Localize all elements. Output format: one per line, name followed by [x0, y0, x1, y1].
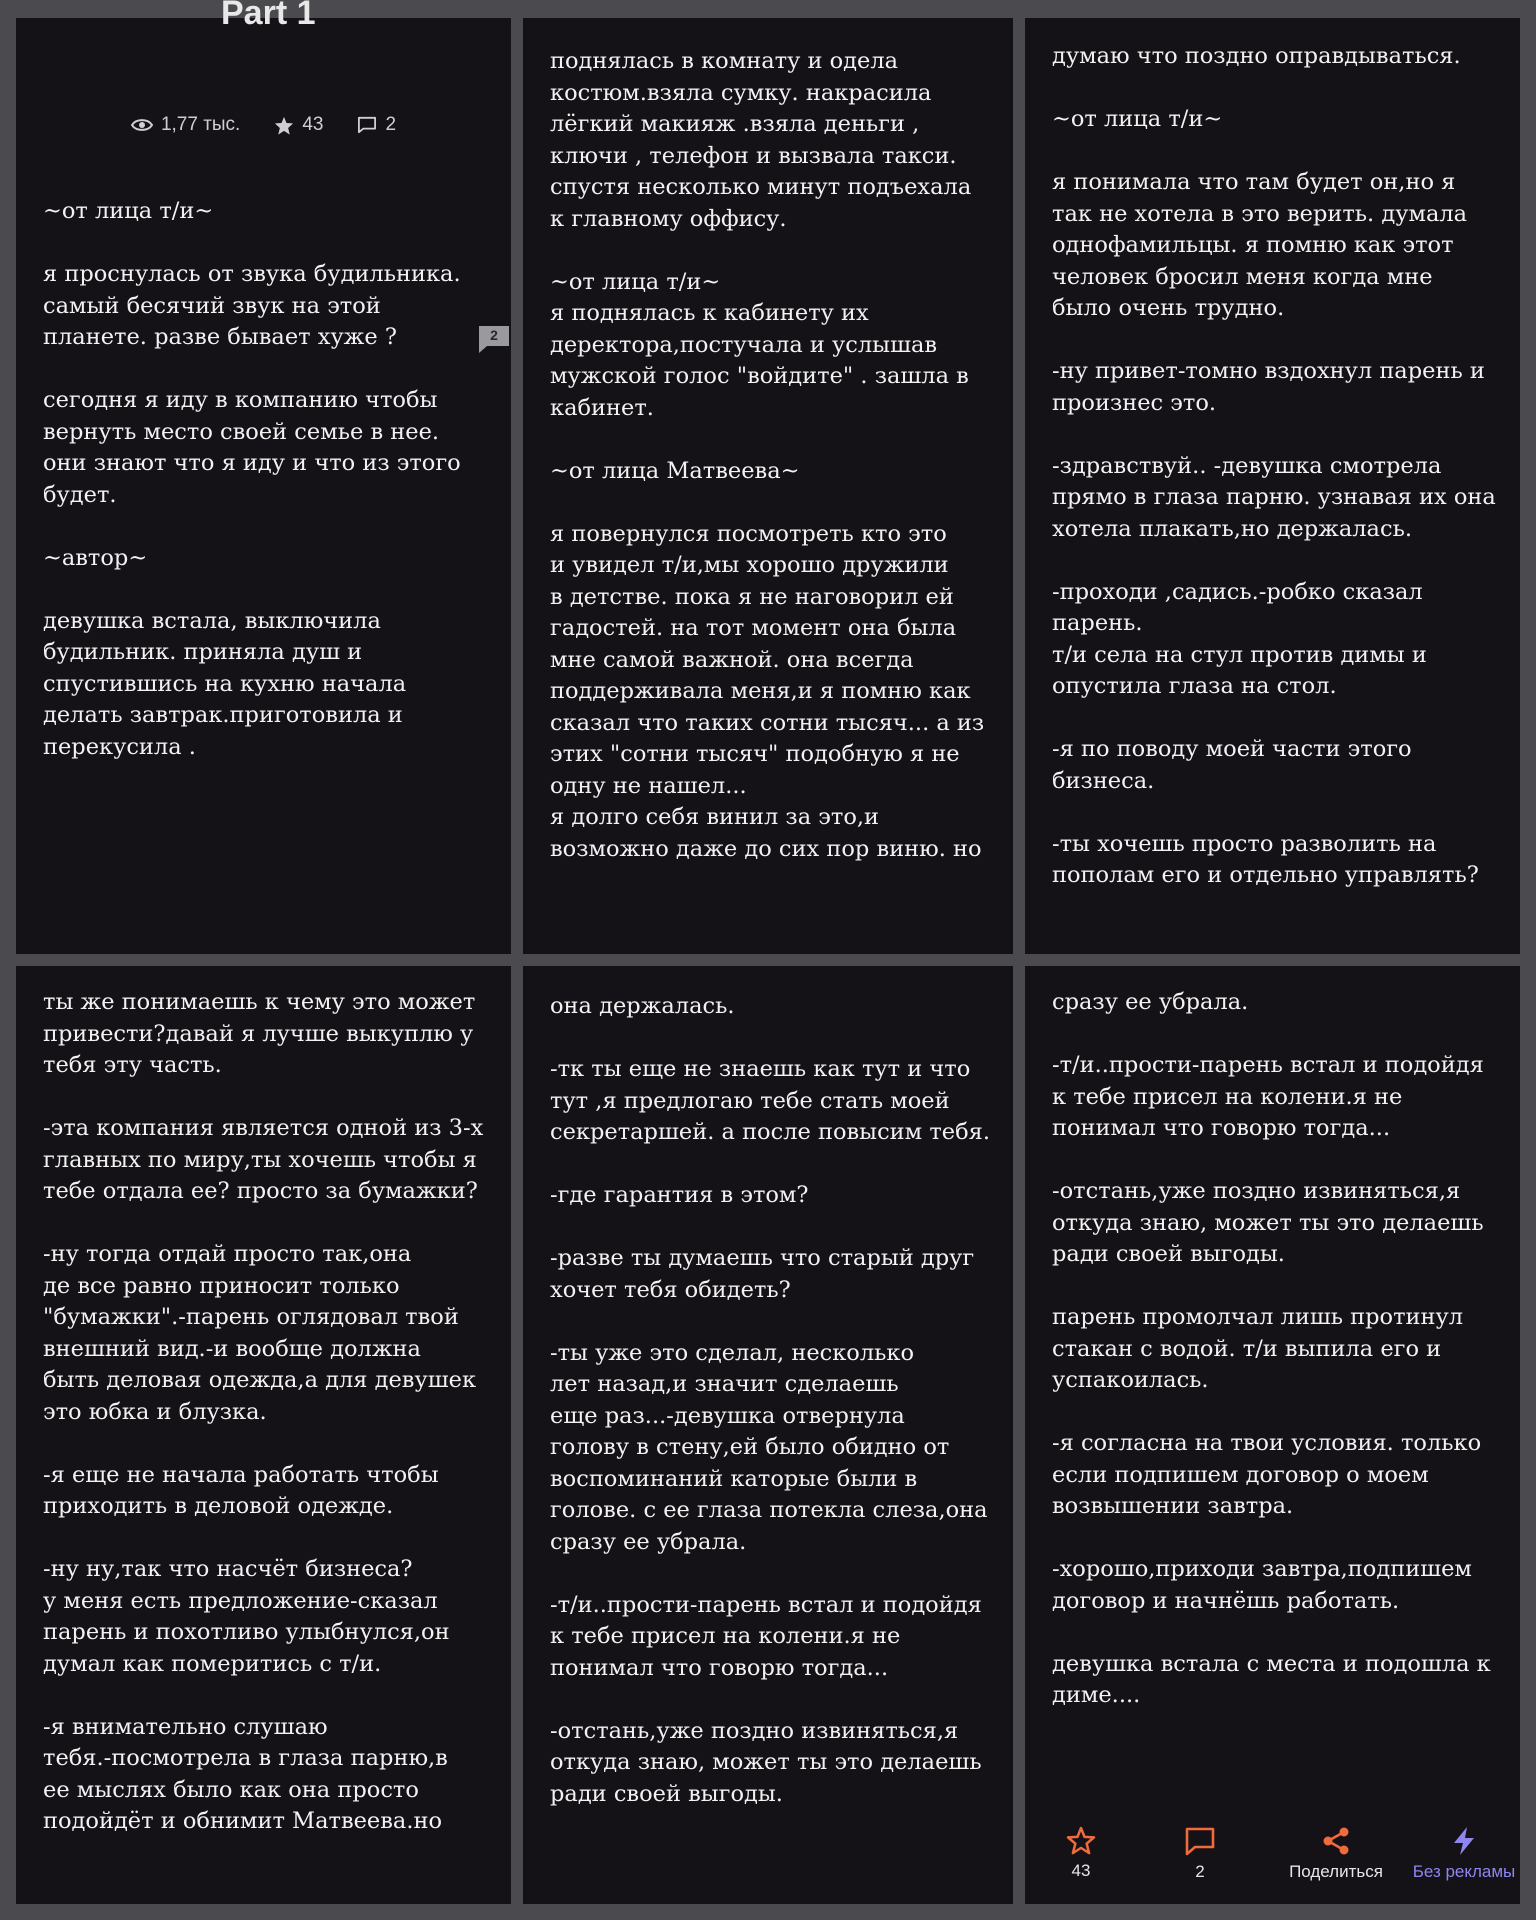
paragraph: ~автор~ — [43, 544, 148, 571]
story-text-5 — [550, 991, 993, 1842]
story-text-2 — [550, 46, 993, 897]
paragraph: думаю что поздно оправдываться. — [1052, 43, 1461, 69]
comment-icon — [357, 116, 377, 134]
paragraph: -где гарантия в этом? — [550, 1182, 809, 1208]
paragraph: девушка встала с места и подошла к диме.... — [1052, 1650, 1491, 1708]
inline-comment-count: 2 — [490, 327, 498, 343]
paragraph: ~от лица т/и~ — [43, 198, 214, 224]
page-panel-5[interactable] — [523, 966, 1013, 1904]
paragraph: девушка встала, выключила будильник. приняла душ и спустившись на кухню начала делать завтрак.приготовила и перекусила . — [43, 607, 407, 760]
stars-stat — [274, 114, 323, 136]
paragraph: -ты хочешь просто разволить на пополам его и отдельно управлять? — [1052, 830, 1479, 888]
comment-button[interactable] — [1180, 1826, 1220, 1882]
views-count: 1,77 тыс. — [160, 114, 241, 135]
paragraph: я понимала что там будет он,но я так не хотела в это верить. думала однофамильцы. я помню как этот человек бросил меня когда мне было очень трудно. — [1052, 169, 1468, 321]
story-stats — [16, 114, 511, 136]
paragraph: -проходи ,садись.-робко сказал парень. т/и села на стул против димы и опустила глаза на стол. — [1052, 578, 1427, 699]
paragraph: -я еще не начала работать чтобы приходить в деловой одежде. — [43, 1461, 439, 1519]
paragraph: -я по поводу моей части этого бизнеса. — [1052, 736, 1412, 794]
paragraph: -тк ты еще не знаешь как тут и что тут ,я предлогаю тебе стать моей секретаршей. а после повысим тебя. — [550, 1056, 990, 1145]
paragraph: -т/и..прости-парень встал и подойдя к тебе присел на колени.я не понимал что говорю тогда... — [550, 1591, 982, 1681]
page-panel-2[interactable] — [523, 18, 1013, 954]
page-panel-3[interactable] — [1025, 18, 1520, 954]
paragraph: ~от лица т/и~ — [1052, 106, 1223, 132]
paragraph: -ну привет-томно вздохнул парень и произнес это. — [1052, 358, 1485, 416]
chapter-title: Part 1 — [221, 0, 316, 32]
views-stat — [131, 114, 240, 136]
star-button-count: 43 — [1071, 1861, 1091, 1880]
page-panel-1[interactable] — [16, 0, 511, 954]
stars-count: 43 — [302, 114, 324, 135]
paragraph: -эта компания является одной из 3-х главных по миру,ты хочешь чтобы я тебе отдала ее? просто за бумажки? — [43, 1115, 484, 1204]
paragraph: поднялась в комнату и одела костюм.взяла сумку. накрасила лёгкий макияж .взяла деньги , ключи , телефон и вызвала такси. спустя несколько минут подъехала к главному оффису. — [550, 48, 972, 232]
paragraph: ты же понимаешь к чему это может привести?давай я лучше выкуплю у тебя эту часть. — [43, 989, 476, 1078]
paragraph: ~от лица Матвеева~ — [550, 457, 800, 484]
reader-action-bar — [1025, 1804, 1520, 1904]
paragraph: сразу ее убрала. — [1052, 989, 1249, 1015]
paragraph: -ты уже это сделал, несколько лет назад,и значит сделаешь еще раз...-девушка отвернула голову в стену,ей было обидно от воспоминаний каторые были в голове. с ее глаза потекла слеза,она сразу ее убрала. — [550, 1339, 988, 1555]
star-outline-icon — [1066, 1826, 1096, 1855]
paragraph: ~от лица т/и~ я поднялась к кабинету их деректора,постучала и услышав мужской голос "войдите" . зашла в кабинет. — [550, 268, 969, 421]
paragraph: -разве ты думаешь что старый друг хочет тебя обидеть? — [550, 1245, 975, 1303]
page-panel-6[interactable] — [1025, 966, 1520, 1904]
star-icon — [274, 116, 294, 135]
share-label: Поделиться — [1289, 1862, 1383, 1881]
paragraph: -отстань,уже поздно извиняться,я откуда знаю, может ты это делаешь ради своей выгоды. — [550, 1717, 982, 1807]
lightning-icon — [1451, 1826, 1477, 1856]
no-ads-button[interactable] — [1408, 1826, 1520, 1882]
paragraph: -я согласна на твои условия. только если подпишем договор о моем возвышении завтра. — [1052, 1430, 1482, 1519]
share-button[interactable] — [1281, 1826, 1391, 1882]
paragraph: -ну тогда отдай просто так,она де все равно приносит только "бумажки".-парень оглядовал твой внешний вид.-и вообще должна быть деловая одежда,а для девушек это юбка и блузка. — [43, 1241, 477, 1425]
star-button[interactable] — [1061, 1826, 1101, 1881]
story-text-4 — [43, 987, 491, 1869]
story-text-6 — [1052, 987, 1500, 1743]
comments-count: 2 — [385, 114, 397, 135]
paragraph: я проснулась от звука будильника. самый бесячий звук на этой планете. разве бывает хуже ? — [43, 261, 461, 350]
comment-outline-icon — [1184, 1826, 1216, 1856]
story-text-3 — [1052, 41, 1500, 923]
comment-button-count: 2 — [1195, 1862, 1205, 1881]
eye-icon — [131, 117, 153, 133]
paragraph: -здравствуй.. -девушка смотрела прямо в глаза парню. узнавая их она хотела плакать,но держалась. — [1052, 452, 1496, 542]
share-icon — [1321, 1826, 1351, 1856]
paragraph: -я внимательно слушаю тебя.-посмотрела в глаза парню,в ее мыслях было как она просто подойдёт и обнимит Матвеева.но — [43, 1713, 448, 1834]
page-panel-4[interactable] — [16, 966, 511, 1904]
no-ads-label: Без рекламы — [1412, 1862, 1516, 1881]
paragraph: она держалась. — [550, 993, 735, 1019]
paragraph: -ну ну,так что насчёт бизнеса? у меня есть предложение-сказал парень и похотливо улыбнулся,он думал как померитись с т/и. — [43, 1556, 450, 1677]
story-text-1 — [43, 196, 491, 795]
paragraph: я повернулся посмотреть кто это и увидел т/и,мы хорошо дружили в детстве. пока я не наговорил ей гадостей. на тот момент она была мне самой важной. она всегда поддерживала меня,и я помню как сказал что таких сотни тысяч... а из этих "сотни тысяч" подобную я не одну не нашел... я долго себя винил за это,и возможно даже до сих пор виню. но — [550, 520, 985, 862]
paragraph: -т/и..прости-парень встал и подойдя к тебе присел на колени.я не понимал что говорю тогда... — [1052, 1052, 1484, 1141]
paragraph: сегодня я иду в компанию чтобы вернуть место своей семье в нее. они знают что я иду и что из этого будет. — [43, 387, 461, 508]
comments-stat — [357, 114, 396, 136]
paragraph: -хорошо,приходи завтра,подпишем договор и начнёшь работать. — [1052, 1556, 1472, 1614]
paragraph: -отстань,уже поздно извиняться,я откуда знаю, может ты это делаешь ради своей выгоды. — [1052, 1178, 1484, 1267]
paragraph: парень промолчал лишь протинул стакан с водой. т/и выпила его и успакоилась. — [1052, 1304, 1464, 1393]
